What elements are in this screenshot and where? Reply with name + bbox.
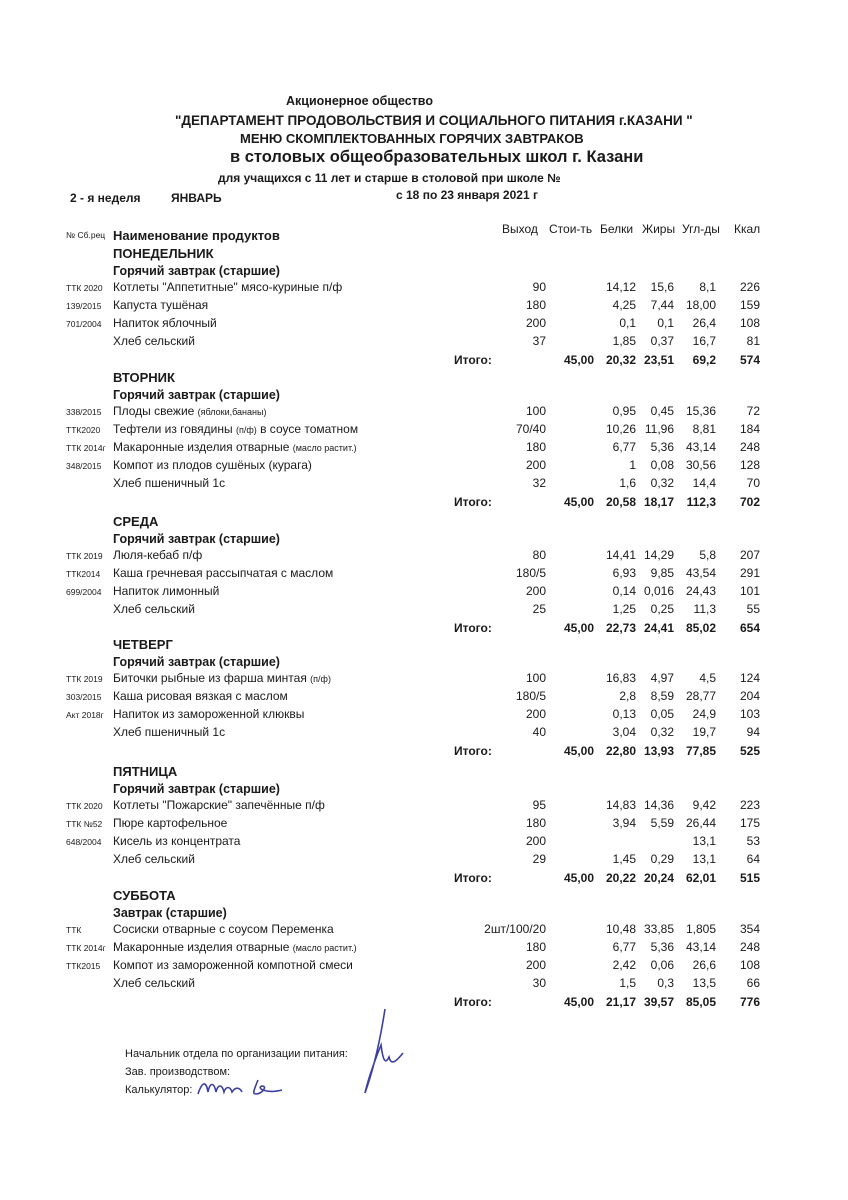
- total-kcal: 525: [739, 744, 760, 758]
- recipe-code: 139/2015: [66, 301, 102, 311]
- output-value: 200: [525, 316, 546, 330]
- fat-value: 0,45: [650, 404, 674, 418]
- fat-value: 0,06: [650, 958, 674, 972]
- protein-value: 14,41: [605, 548, 636, 562]
- recipe-code: ТТК: [66, 925, 82, 935]
- output-value: 90: [532, 280, 546, 294]
- meal-title: Горячий завтрак (старшие): [113, 655, 280, 669]
- dish-name-tail: в соусе томатном: [256, 422, 359, 436]
- dish-name: [113, 584, 219, 598]
- signature-calculator-icon: [196, 1076, 286, 1100]
- total-protein: 20,58: [605, 495, 636, 509]
- menu-item-row: [0, 334, 848, 352]
- carbs-value: 24,43: [685, 584, 716, 598]
- dish-name: [113, 602, 195, 616]
- day-title: ПОНЕДЕЛЬНИК: [113, 246, 214, 261]
- total-label: Итого:: [454, 353, 492, 367]
- dish-name-text: Сосиски отварные с соусом Переменка: [113, 922, 334, 936]
- protein-value: 1,45: [612, 852, 636, 866]
- dish-name: [113, 798, 325, 812]
- dish-name-text: Каша гречневая рассыпчатая с маслом: [113, 566, 334, 580]
- menu-item-row: [0, 280, 848, 298]
- meal-title: Завтрак (старшие): [113, 906, 227, 920]
- output-value: 37: [532, 334, 546, 348]
- output-value: 200: [525, 458, 546, 472]
- protein-value: 1,25: [612, 602, 636, 616]
- kcal-value: 103: [739, 707, 760, 721]
- fat-value: 9,85: [650, 566, 674, 580]
- dish-name-text: Биточки рыбные из фарша минтая: [113, 671, 311, 685]
- recipe-code: ТТК 2020: [66, 801, 103, 811]
- recipe-code: ТТК2020: [66, 425, 101, 435]
- kcal-value: 124: [739, 671, 760, 685]
- protein-value: 6,93: [612, 566, 636, 580]
- menu-item-row: [0, 602, 848, 620]
- protein-value: 1,5: [619, 976, 636, 990]
- fat-value: 0,1: [657, 316, 674, 330]
- menu-item-row: [0, 798, 848, 816]
- total-fat: 24,41: [643, 621, 674, 635]
- total-protein: 20,32: [605, 353, 636, 367]
- dish-name-text: Каша рисовая вязкая с маслом: [113, 689, 288, 703]
- kcal-value: 159: [739, 298, 760, 312]
- week-label: 2 - я неделя: [70, 191, 141, 205]
- fat-value: 0,25: [650, 602, 674, 616]
- signature-calculator-label: Калькулятор:: [125, 1084, 193, 1096]
- output-value: 100: [525, 671, 546, 685]
- menu-title: МЕНЮ СКОМПЛЕКТОВАННЫХ ГОРЯЧИХ ЗАВТРАКОВ: [240, 131, 584, 146]
- dish-name: [113, 422, 358, 436]
- menu-item-row: [0, 940, 848, 958]
- total-protein: 22,80: [605, 744, 636, 758]
- recipe-code: ТТК 2019: [66, 551, 103, 561]
- dish-name-text: Котлеты "Аппетитные" мясо-куриные п/ф: [113, 280, 343, 294]
- carbs-value: 18,00: [685, 298, 716, 312]
- carbs-value: 43,54: [685, 566, 716, 580]
- total-fat: 13,93: [643, 744, 674, 758]
- dish-name-text: Макаронные изделия отварные: [113, 440, 293, 454]
- total-carbs: 85,02: [685, 621, 716, 635]
- output-value: 32: [532, 476, 546, 490]
- fat-value: 0,32: [650, 725, 674, 739]
- kcal-value: 55: [746, 602, 760, 616]
- recipe-code: ТТК 2019: [66, 674, 103, 684]
- kcal-value: 207: [739, 548, 760, 562]
- protein-value: 6,77: [612, 940, 636, 954]
- day-title: СУББОТА: [113, 888, 176, 903]
- output-value: 180: [525, 298, 546, 312]
- total-carbs: 69,2: [692, 353, 716, 367]
- fat-value: 0,3: [657, 976, 674, 990]
- dish-name-text: Компот из замороженной компотной смеси: [113, 958, 353, 972]
- recipe-code: ТТК 2014г: [66, 943, 106, 953]
- protein-value: 3,04: [612, 725, 636, 739]
- dish-name: [113, 689, 288, 703]
- output-value: 100: [525, 404, 546, 418]
- fat-value: 15,6: [650, 280, 674, 294]
- total-carbs: 62,01: [685, 871, 716, 885]
- total-label: Итого:: [454, 744, 492, 758]
- dish-note: (масло растит.): [292, 943, 357, 953]
- protein-value: 4,25: [612, 298, 636, 312]
- output-value: 30: [532, 976, 546, 990]
- kcal-value: 108: [739, 958, 760, 972]
- fat-value: 5,36: [650, 440, 674, 454]
- total-kcal: 654: [739, 621, 760, 635]
- output-value: 200: [525, 834, 546, 848]
- dish-name-text: Хлеб сельский: [113, 334, 195, 348]
- day-title: СРЕДА: [113, 514, 159, 529]
- total-row: [0, 871, 848, 889]
- output-value: 2шт/100/20: [484, 922, 546, 936]
- fat-value: 0,05: [650, 707, 674, 721]
- dish-name-text: Напиток из замороженной клюквы: [113, 707, 305, 721]
- period-label: с 18 по 23 января 2021 г: [396, 188, 538, 202]
- kcal-value: 70: [746, 476, 760, 490]
- output-value: 200: [525, 707, 546, 721]
- output-value: 40: [532, 725, 546, 739]
- dish-name: [113, 852, 195, 866]
- carbs-value: 26,4: [692, 316, 716, 330]
- output-value: 180: [525, 440, 546, 454]
- total-label: Итого:: [454, 495, 492, 509]
- menu-item-row: [0, 976, 848, 994]
- fat-value: 14,36: [643, 798, 674, 812]
- dish-name: [113, 976, 195, 990]
- carbs-value: 26,44: [685, 816, 716, 830]
- col-header-protein: Белки: [600, 222, 634, 236]
- protein-value: 1,6: [619, 476, 636, 490]
- kcal-value: 128: [739, 458, 760, 472]
- output-value: 200: [525, 584, 546, 598]
- dish-name: [113, 566, 333, 580]
- total-fat: 23,51: [643, 353, 674, 367]
- total-fat: 20,24: [643, 871, 674, 885]
- total-protein: 21,17: [605, 995, 636, 1009]
- recipe-code: ТТК 2020: [66, 283, 103, 293]
- total-cost: 45,00: [563, 621, 594, 635]
- recipe-code: 699/2004: [66, 587, 102, 597]
- total-cost: 45,00: [563, 744, 594, 758]
- dish-name: [113, 671, 331, 685]
- menu-item-row: [0, 316, 848, 334]
- protein-value: 0,13: [612, 707, 636, 721]
- output-value: 25: [532, 602, 546, 616]
- recipe-code: 303/2015: [66, 692, 102, 702]
- recipe-code: 338/2015: [66, 407, 102, 417]
- total-kcal: 515: [739, 871, 760, 885]
- carbs-value: 43,14: [685, 940, 716, 954]
- dish-name: [113, 334, 195, 348]
- protein-value: 2,8: [619, 689, 636, 703]
- total-label: Итого:: [454, 621, 492, 635]
- org-type: Акционерное общество: [286, 94, 433, 108]
- dish-name: [113, 834, 240, 848]
- protein-value: 10,26: [605, 422, 636, 436]
- dish-name: [113, 816, 227, 830]
- dish-name: [113, 280, 342, 294]
- recipe-code: ТТК2014: [66, 569, 101, 579]
- dish-name: [113, 922, 334, 936]
- total-carbs: 77,85: [685, 744, 716, 758]
- col-header-cost: Стои-ть: [549, 222, 593, 236]
- recipe-code: 348/2015: [66, 461, 102, 471]
- dish-name: [113, 298, 208, 312]
- protein-value: 14,83: [605, 798, 636, 812]
- kcal-value: 226: [739, 280, 760, 294]
- day-title: ПЯТНИЦА: [113, 764, 178, 779]
- kcal-value: 66: [746, 976, 760, 990]
- day-title: ВТОРНИК: [113, 370, 175, 385]
- output-value: 180: [525, 940, 546, 954]
- dish-note: (масло растит.): [292, 443, 357, 453]
- menu-item-row: [0, 958, 848, 976]
- kcal-value: 101: [739, 584, 760, 598]
- output-value: 180/5: [515, 566, 546, 580]
- month-label: ЯНВАРЬ: [171, 191, 222, 205]
- kcal-value: 81: [746, 334, 760, 348]
- dish-name: [113, 940, 357, 954]
- dish-name-text: Люля-кебаб п/ф: [113, 548, 203, 562]
- kcal-value: 291: [739, 566, 760, 580]
- menu-item-row: [0, 689, 848, 707]
- menu-item-row: [0, 725, 848, 743]
- total-kcal: 776: [739, 995, 760, 1009]
- menu-item-row: [0, 922, 848, 940]
- audience-line: для учащихся с 11 лет и старше в столовой при школе №: [218, 171, 561, 185]
- carbs-value: 13,1: [692, 852, 716, 866]
- fat-value: 0,016: [643, 584, 674, 598]
- carbs-value: 30,56: [685, 458, 716, 472]
- menu-item-row: [0, 404, 848, 422]
- dish-name-text: Хлеб сельский: [113, 976, 195, 990]
- fat-value: 0,29: [650, 852, 674, 866]
- recipe-code: Акт 2018г: [66, 710, 104, 720]
- protein-value: 0,1: [619, 316, 636, 330]
- meal-title: Горячий завтрак (старшие): [113, 388, 280, 402]
- total-carbs: 85,05: [685, 995, 716, 1009]
- output-value: 180: [525, 816, 546, 830]
- dish-name-text: Хлеб пшеничный 1с: [113, 476, 226, 490]
- fat-value: 5,59: [650, 816, 674, 830]
- fat-value: 5,36: [650, 940, 674, 954]
- recipe-code: ТТК №52: [66, 819, 103, 829]
- dish-note: (п/ф): [310, 674, 331, 684]
- protein-value: 0,14: [612, 584, 636, 598]
- carbs-value: 14,4: [692, 476, 716, 490]
- carbs-value: 16,7: [692, 334, 716, 348]
- menu-item-row: [0, 476, 848, 494]
- recipe-code: ТТК 2014г: [66, 443, 106, 453]
- protein-value: 1: [629, 458, 636, 472]
- menu-item-row: [0, 707, 848, 725]
- recipe-code: ТТК2015: [66, 961, 101, 971]
- carbs-value: 9,42: [692, 798, 716, 812]
- protein-value: 10,48: [605, 922, 636, 936]
- total-kcal: 574: [739, 353, 760, 367]
- total-carbs: 112,3: [686, 495, 716, 509]
- dish-name: [113, 476, 225, 490]
- dish-name: [113, 404, 266, 418]
- output-value: 29: [532, 852, 546, 866]
- carbs-value: 24,9: [692, 707, 716, 721]
- kcal-value: 64: [746, 852, 760, 866]
- fat-value: 14,29: [643, 548, 674, 562]
- total-row: [0, 744, 848, 762]
- menu-item-row: [0, 440, 848, 458]
- fat-value: 0,32: [650, 476, 674, 490]
- dish-name-text: Кисель из концентрата: [113, 834, 241, 848]
- menu-item-row: [0, 298, 848, 316]
- signature-production-label: Зав. производством:: [125, 1066, 231, 1078]
- kcal-value: 223: [739, 798, 760, 812]
- total-cost: 45,00: [563, 995, 594, 1009]
- carbs-value: 8,81: [692, 422, 716, 436]
- total-protein: 20,22: [605, 871, 636, 885]
- carbs-value: 26,6: [692, 958, 716, 972]
- menu-item-row: [0, 816, 848, 834]
- kcal-value: 184: [739, 422, 760, 436]
- output-value: 80: [532, 548, 546, 562]
- kcal-value: 94: [746, 725, 760, 739]
- carbs-value: 15,36: [685, 404, 716, 418]
- kcal-value: 204: [739, 689, 760, 703]
- total-cost: 45,00: [563, 495, 594, 509]
- dish-name: [113, 440, 357, 454]
- fat-value: 4,97: [650, 671, 674, 685]
- protein-value: 6,77: [612, 440, 636, 454]
- menu-item-row: [0, 852, 848, 870]
- fat-value: 8,59: [650, 689, 674, 703]
- dish-name: [113, 458, 312, 472]
- menu-item-row: [0, 548, 848, 566]
- output-value: 95: [532, 798, 546, 812]
- fat-value: 0,37: [650, 334, 674, 348]
- dish-name-text: Напиток лимонный: [113, 584, 220, 598]
- col-header-name: Наименование продуктов: [113, 228, 280, 243]
- recipe-code: 648/2004: [66, 837, 102, 847]
- menu-item-row: [0, 834, 848, 852]
- kcal-value: 175: [739, 816, 760, 830]
- menu-item-row: [0, 458, 848, 476]
- kcal-value: 108: [739, 316, 760, 330]
- total-row: [0, 495, 848, 513]
- total-label: Итого:: [454, 995, 492, 1009]
- menu-item-row: [0, 422, 848, 440]
- carbs-value: 13,5: [692, 976, 716, 990]
- dish-name-text: Хлеб сельский: [113, 852, 195, 866]
- menu-item-row: [0, 584, 848, 602]
- menu-item-row: [0, 671, 848, 689]
- col-header-code: № Сб.рец: [66, 230, 106, 240]
- kcal-value: 248: [739, 440, 760, 454]
- total-fat: 39,57: [643, 995, 674, 1009]
- total-row: [0, 995, 848, 1013]
- kcal-value: 354: [739, 922, 760, 936]
- carbs-value: 19,7: [692, 725, 716, 739]
- dish-name-text: Макаронные изделия отварные: [113, 940, 293, 954]
- carbs-value: 13,1: [692, 834, 716, 848]
- protein-value: 1,85: [612, 334, 636, 348]
- dish-name-text: Котлеты "Пожарские" запечённые п/ф: [113, 798, 325, 812]
- dish-name: [113, 725, 225, 739]
- fat-value: 0,08: [650, 458, 674, 472]
- total-cost: 45,00: [563, 871, 594, 885]
- protein-value: 16,83: [605, 671, 636, 685]
- carbs-value: 11,3: [693, 602, 716, 616]
- total-protein: 22,73: [605, 621, 636, 635]
- protein-value: 3,94: [612, 816, 636, 830]
- signature-head-label: Начальник отдела по организации питания:: [125, 1048, 348, 1060]
- kcal-value: 53: [746, 834, 760, 848]
- total-kcal: 702: [739, 495, 760, 509]
- menu-subtitle: в столовых общеобразовательных школ г. Казани: [230, 148, 644, 166]
- kcal-value: 248: [739, 940, 760, 954]
- carbs-value: 1,805: [685, 922, 716, 936]
- day-title: ЧЕТВЕРГ: [113, 637, 173, 652]
- dish-name-text: Капуста тушёная: [113, 298, 209, 312]
- col-header-output: Выход: [502, 222, 538, 236]
- signature-head-icon: [355, 1005, 415, 1100]
- dish-name-text: Плоды свежие: [113, 404, 198, 418]
- fat-value: 11,96: [644, 422, 674, 436]
- dish-note: (яблоки,бананы): [197, 407, 267, 417]
- kcal-value: 72: [746, 404, 760, 418]
- org-name: "ДЕПАРТАМЕНТ ПРОДОВОЛЬСТВИЯ И СОЦИАЛЬНОГО ПИТАНИЯ г.КАЗАНИ ": [175, 113, 693, 128]
- dish-name: [113, 548, 202, 562]
- meal-title: Горячий завтрак (старшие): [113, 532, 280, 546]
- carbs-value: 8,1: [699, 280, 716, 294]
- dish-name: [113, 958, 353, 972]
- carbs-value: 4,5: [699, 671, 716, 685]
- output-value: 70/40: [515, 422, 546, 436]
- dish-note: (п/ф): [235, 425, 257, 435]
- meal-title: Горячий завтрак (старшие): [113, 264, 280, 278]
- dish-name-text: Хлеб сельский: [113, 602, 195, 616]
- protein-value: 2,42: [612, 958, 636, 972]
- total-row: [0, 353, 848, 371]
- carbs-value: 28,77: [685, 689, 716, 703]
- meal-title: Горячий завтрак (старшие): [113, 782, 280, 796]
- output-value: 180/5: [515, 689, 546, 703]
- protein-value: 14,12: [605, 280, 636, 294]
- protein-value: 0,95: [612, 404, 636, 418]
- col-header-fat: Жиры: [642, 222, 676, 236]
- total-fat: 18,17: [643, 495, 674, 509]
- fat-value: 33,85: [643, 922, 674, 936]
- dish-name: [113, 316, 217, 330]
- total-label: Итого:: [454, 871, 492, 885]
- dish-name-text: Напиток яблочный: [113, 316, 217, 330]
- col-header-carbs: Угл-ды: [682, 222, 720, 236]
- output-value: 200: [525, 958, 546, 972]
- dish-name-text: Пюре картофельное: [113, 816, 228, 830]
- carbs-value: 43,14: [685, 440, 716, 454]
- menu-item-row: [0, 566, 848, 584]
- carbs-value: 5,8: [699, 548, 716, 562]
- total-cost: 45,00: [563, 353, 594, 367]
- fat-value: 7,44: [650, 298, 674, 312]
- col-header-kcal: Ккал: [734, 222, 761, 236]
- dish-name-text: Хлеб пшеничный 1с: [113, 725, 226, 739]
- recipe-code: 701/2004: [66, 319, 102, 329]
- dish-name-text: Компот из плодов сушёных (курага): [113, 458, 312, 472]
- dish-name: [113, 707, 304, 721]
- dish-name-text: Тефтели из говядины: [113, 422, 236, 436]
